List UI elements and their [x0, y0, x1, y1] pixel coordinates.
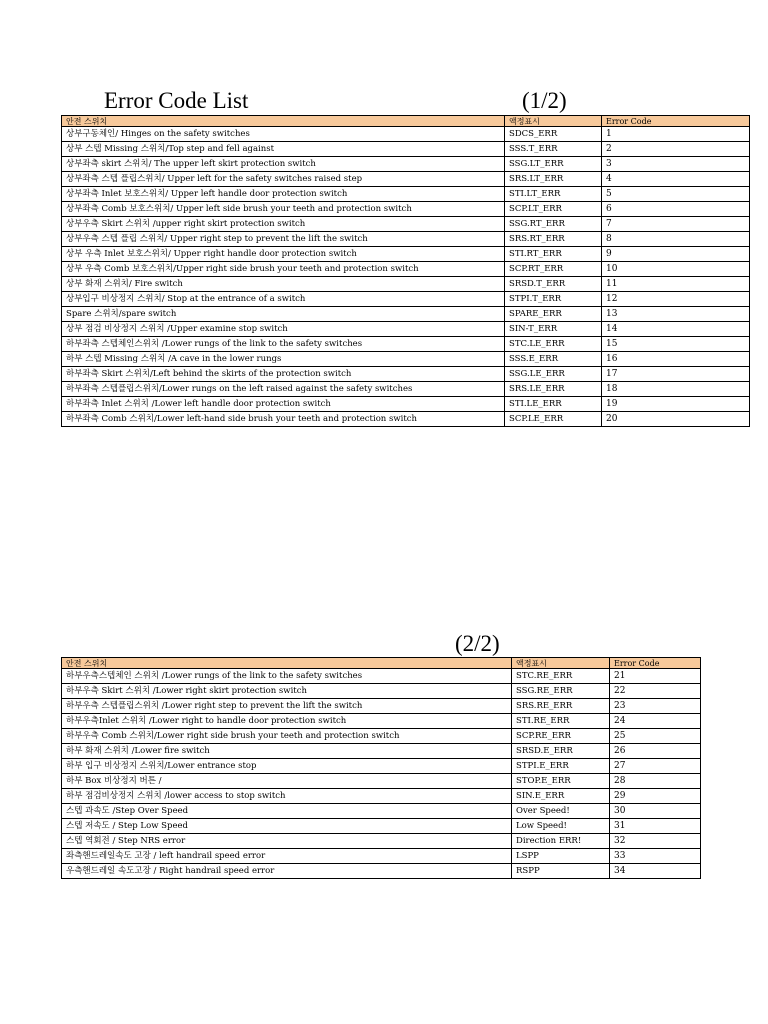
table-row [62, 804, 701, 819]
switch-name-cell: 상부우측 스텝 플립 스위치/ Upper right step to prevent the lift the switch [62, 232, 505, 247]
table-row [62, 864, 701, 879]
switch-name-cell: 하부우측Inlet 스위치 /Lower right to handle door protection switch [62, 714, 512, 729]
table-row [62, 157, 750, 172]
switch-name-cell: 상부좌측 스텝 플립스위치/ Upper left for the safety switches raised step [62, 172, 505, 187]
table-row [62, 307, 750, 322]
table-row [62, 172, 750, 187]
error-code-cell: 4 [602, 172, 750, 187]
switch-name-cell: 하부 Box 비상정지 버튼 / [62, 774, 512, 789]
switch-name-cell: 상부구동체인/ Hinges on the safety switches [62, 127, 505, 142]
table-row [62, 669, 701, 684]
display-code-cell: SCP.LT_ERR [505, 202, 602, 217]
table-row [62, 834, 701, 849]
switch-name-cell: Spare 스위치/spare switch [62, 307, 505, 322]
error-code-table-2 [61, 657, 701, 879]
error-code-cell: 23 [610, 699, 701, 714]
error-code-cell: 8 [602, 232, 750, 247]
display-code-cell: STI.LT_ERR [505, 187, 602, 202]
error-code-cell: 22 [610, 684, 701, 699]
switch-name-cell: 하부좌측 Skirt 스위치/Left behind the skirts of the protection switch [62, 367, 505, 382]
error-code-cell: 1 [602, 127, 750, 142]
switch-name-cell: 스텝 저속도 / Step Low Speed [62, 819, 512, 834]
error-code-cell: 25 [610, 729, 701, 744]
display-code-cell: LSPP [512, 849, 610, 864]
display-code-cell: Direction ERR! [512, 834, 610, 849]
display-code-cell: SSS.T_ERR [505, 142, 602, 157]
table-row [62, 202, 750, 217]
table-row [62, 337, 750, 352]
table-row [62, 142, 750, 157]
error-code-cell: 6 [602, 202, 750, 217]
table-row [62, 412, 750, 427]
table-row [62, 849, 701, 864]
error-code-cell: 31 [610, 819, 701, 834]
switch-name-cell: 스텝 역회전 / Step NRS error [62, 834, 512, 849]
error-code-cell: 14 [602, 322, 750, 337]
switch-name-cell: 하부 화재 스위치 /Lower fire switch [62, 744, 512, 759]
switch-name-cell: 스텝 과속도 /Step Over Speed [62, 804, 512, 819]
table-row [62, 684, 701, 699]
switch-name-cell: 상부우측 Skirt 스위치 /upper right skirt protection switch [62, 217, 505, 232]
display-code-cell: Over Speed! [512, 804, 610, 819]
header-switch-name: 안전 스위치 [62, 116, 505, 127]
switch-name-cell: 하부좌측 스텝체인스위치 /Lower rungs of the link to the safety switches [62, 337, 505, 352]
table-row [62, 729, 701, 744]
switch-name-cell: 하부 점검비상정지 스위치 /lower access to stop switch [62, 789, 512, 804]
error-code-cell: 13 [602, 307, 750, 322]
switch-name-cell: 상부좌측 skirt 스위치/ The upper left skirt protection switch [62, 157, 505, 172]
error-code-cell: 21 [610, 669, 701, 684]
switch-name-cell: 하부우측 Skirt 스위치 /Lower right skirt protection switch [62, 684, 512, 699]
switch-name-cell: 하부좌측 Inlet 스위치 /Lower left handle door protection switch [62, 397, 505, 412]
table-header-row [62, 116, 750, 127]
table-row [62, 262, 750, 277]
table-row [62, 292, 750, 307]
switch-name-cell: 우측핸드레일 속도고장 / Right handrail speed error [62, 864, 512, 879]
table-row [62, 232, 750, 247]
switch-name-cell: 하부좌측 스텝플립스위치/Lower rungs on the left raised against the safety switches [62, 382, 505, 397]
error-code-cell: 33 [610, 849, 701, 864]
display-code-cell: STOP.E_ERR [512, 774, 610, 789]
switch-name-cell: 하부좌측 Comb 스위치/Lower left-hand side brush your teeth and protection switch [62, 412, 505, 427]
error-code-cell: 10 [602, 262, 750, 277]
display-code-cell: SRS.LE_ERR [505, 382, 602, 397]
display-code-cell: SRS.RT_ERR [505, 232, 602, 247]
switch-name-cell: 하부 입구 비상정지 스위치/Lower entrance stop [62, 759, 512, 774]
display-code-cell: SSG.RT_ERR [505, 217, 602, 232]
table-row [62, 352, 750, 367]
table-row [62, 367, 750, 382]
display-code-cell: SIN.E_ERR [512, 789, 610, 804]
header-display: 액정표시 [512, 658, 610, 669]
header-display: 액정표시 [505, 116, 602, 127]
error-code-cell: 5 [602, 187, 750, 202]
switch-name-cell: 상부입구 비상정지 스위치/ Stop at the entrance of a switch [62, 292, 505, 307]
display-code-cell: Low Speed! [512, 819, 610, 834]
error-code-cell: 30 [610, 804, 701, 819]
table-row [62, 699, 701, 714]
error-code-cell: 20 [602, 412, 750, 427]
header-error-code: Error Code [610, 658, 701, 669]
table-row [62, 127, 750, 142]
error-code-cell: 32 [610, 834, 701, 849]
display-code-cell: SRSD.T_ERR [505, 277, 602, 292]
table-row [62, 217, 750, 232]
table-row [62, 322, 750, 337]
switch-name-cell: 하부우측 Comb 스위치/Lower right side brush your teeth and protection switch [62, 729, 512, 744]
header-switch-name: 안전 스위치 [62, 658, 512, 669]
switch-name-cell: 상부 우측 Inlet 보호스위치/ Upper right handle door protection switch [62, 247, 505, 262]
display-code-cell: SCP.LE_ERR [505, 412, 602, 427]
display-code-cell: SSG.LE_ERR [505, 367, 602, 382]
switch-name-cell: 상부 우측 Comb 보호스위치/Upper right side brush your teeth and protection switch [62, 262, 505, 277]
switch-name-cell: 상부 점검 비상정지 스위치 /Upper examine stop switch [62, 322, 505, 337]
switch-name-cell: 상부좌측 Inlet 보호스위치/ Upper left handle door protection switch [62, 187, 505, 202]
table-row [62, 759, 701, 774]
display-code-cell: STPI.E_ERR [512, 759, 610, 774]
display-code-cell: STC.RE_ERR [512, 669, 610, 684]
error-code-cell: 24 [610, 714, 701, 729]
display-code-cell: STPI.T_ERR [505, 292, 602, 307]
table-row [62, 277, 750, 292]
table-row [62, 247, 750, 262]
error-code-cell: 12 [602, 292, 750, 307]
switch-name-cell: 하부우측 스텝플립스위치 /Lower right step to prevent the lift the switch [62, 699, 512, 714]
error-code-cell: 26 [610, 744, 701, 759]
display-code-cell: STI.RT_ERR [505, 247, 602, 262]
error-code-cell: 3 [602, 157, 750, 172]
error-code-cell: 34 [610, 864, 701, 879]
display-code-cell: SSG.LT_ERR [505, 157, 602, 172]
table-header-row [62, 658, 701, 669]
display-code-cell: STC.LE_ERR [505, 337, 602, 352]
error-code-cell: 7 [602, 217, 750, 232]
table-row [62, 819, 701, 834]
page-indicator-2: (2/2) [455, 631, 500, 656]
display-code-cell: STI.LE_ERR [505, 397, 602, 412]
display-code-cell: RSPP [512, 864, 610, 879]
error-code-cell: 27 [610, 759, 701, 774]
switch-name-cell: 상부좌측 Comb 보호스위치/ Upper left side brush your teeth and protection switch [62, 202, 505, 217]
display-code-cell: SSS.E_ERR [505, 352, 602, 367]
switch-name-cell: 하부 스텝 Missing 스위치 /A cave in the lower rungs [62, 352, 505, 367]
error-code-cell: 9 [602, 247, 750, 262]
display-code-cell: SPARE_ERR [505, 307, 602, 322]
error-code-cell: 15 [602, 337, 750, 352]
error-code-cell: 2 [602, 142, 750, 157]
display-code-cell: SDCS_ERR [505, 127, 602, 142]
display-code-cell: SRSD.E_ERR [512, 744, 610, 759]
display-code-cell: SIN-T_ERR [505, 322, 602, 337]
switch-name-cell: 상부 스텝 Missing 스위치/Top step and fell against [62, 142, 505, 157]
switch-name-cell: 하부우측스텝체인 스위치 /Lower rungs of the link to the safety switches [62, 669, 512, 684]
header-error-code: Error Code [602, 116, 750, 127]
display-code-cell: SSG.RE_ERR [512, 684, 610, 699]
table-row [62, 187, 750, 202]
error-code-cell: 16 [602, 352, 750, 367]
display-code-cell: SRS.LT_ERR [505, 172, 602, 187]
table-row [62, 774, 701, 789]
error-code-cell: 28 [610, 774, 701, 789]
display-code-cell: SRS.RE_ERR [512, 699, 610, 714]
switch-name-cell: 상부 화재 스위치/ Fire switch [62, 277, 505, 292]
error-code-cell: 11 [602, 277, 750, 292]
display-code-cell: STI.RE_ERR [512, 714, 610, 729]
table-row [62, 397, 750, 412]
error-code-cell: 29 [610, 789, 701, 804]
page-indicator-1: (1/2) [522, 88, 567, 113]
switch-name-cell: 좌측핸드레일속도 고장 / left handrail speed error [62, 849, 512, 864]
table-row [62, 744, 701, 759]
page-title: Error Code List [104, 88, 249, 113]
table-row [62, 714, 701, 729]
error-code-table-1 [61, 115, 750, 427]
error-code-cell: 19 [602, 397, 750, 412]
error-code-cell: 18 [602, 382, 750, 397]
table-row [62, 789, 701, 804]
display-code-cell: SCP.RE_ERR [512, 729, 610, 744]
table-row [62, 382, 750, 397]
display-code-cell: SCP.RT_ERR [505, 262, 602, 277]
error-code-cell: 17 [602, 367, 750, 382]
